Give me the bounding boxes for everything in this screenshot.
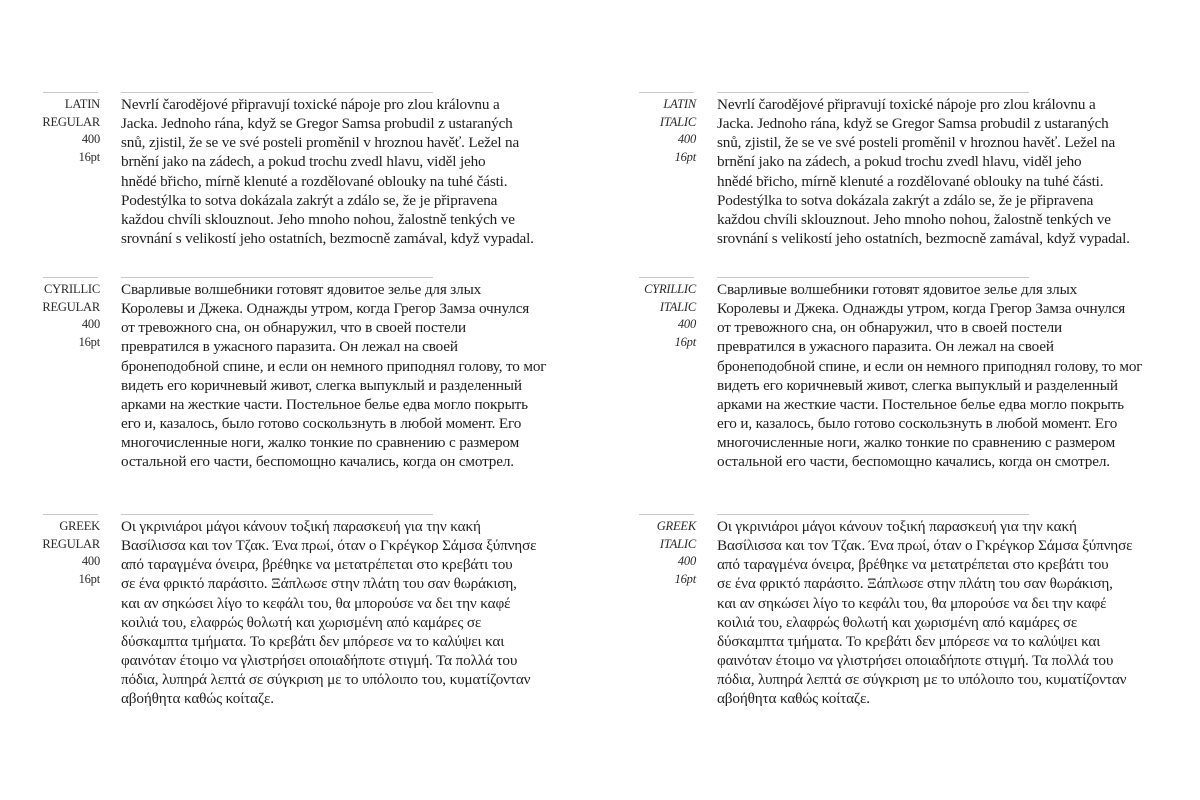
specimen-paragraph <box>717 517 1177 709</box>
size-value: 16pt <box>674 334 696 349</box>
size-value: 16pt <box>674 571 696 586</box>
text-line: και αν σηκώσει λίγο το κεφάλι του, θα μπορούσε να δει την καφέ <box>717 594 1107 612</box>
text-line: σε ένα φρικτό παράσιτο. Ξάπλωσε στην πλάτη του σαν θωράκιση, <box>121 575 517 593</box>
text-line: арками на жесткие части. Постельное белье едва могло покрыть <box>121 395 528 413</box>
script-name: CYRILLIC <box>644 282 696 296</box>
body-divider <box>717 514 1029 515</box>
text-line: Podestýlka to sotva dokázala zakrýt a zdálo se, že je připravena <box>121 191 498 209</box>
weight-value: 400 <box>81 317 100 332</box>
text-line: от тревожного сна, он обнаружил, что в своей постели <box>717 319 1063 337</box>
text-line: бронеподобной спине, и если он немного приподнял голову, то мог <box>121 357 547 375</box>
text-line: αβοήθητα καθώς κοίταζε. <box>717 690 870 708</box>
label-divider <box>639 277 694 278</box>
text-line: snů, zjistil, že se ve své posteli proměnil v hroznou havěť. Ležel na <box>717 134 1116 152</box>
text-line: его и, казалось, было готово соскользнуть в любой момент. Его <box>717 415 1118 433</box>
script-name: LATIN <box>64 97 100 111</box>
text-line: δύσκαμπτα τμήματα. Το κρεβάτι δεν μπόρεσε να το καλύψει και <box>121 632 505 650</box>
specimen-label <box>10 281 100 351</box>
label-divider <box>639 514 694 515</box>
specimen-paragraph <box>717 95 1177 248</box>
text-line: Jacka. Jednoho rána, když se Gregor Samsa probudil z ustaraných <box>121 115 513 133</box>
body-divider <box>717 92 1029 93</box>
style-name: ITALIC <box>659 299 696 314</box>
specimen-label <box>606 281 696 351</box>
script-name: CYRILLIC <box>43 282 100 296</box>
text-line: остальной его части, беспомощно качались, когда он смотрел. <box>121 453 514 471</box>
body-divider <box>121 514 433 515</box>
text-line: snů, zjistil, že se ve své posteli proměnil v hroznou havěť. Ležel na <box>121 134 520 152</box>
text-line: Οι γκρινιάροι μάγοι κάνουν τοξική παρασκευή για την κακή <box>121 518 481 535</box>
specimen-paragraph <box>121 517 581 709</box>
specimen-paragraph <box>121 280 581 472</box>
style-name: REGULAR <box>42 536 100 551</box>
text-line: σε ένα φρικτό παράσιτο. Ξάπλωσε στην πλάτη του σαν θωράκιση, <box>717 575 1113 593</box>
weight-value: 400 <box>677 132 696 147</box>
text-line: остальной его части, беспомощно качались, когда он смотрел. <box>717 453 1110 471</box>
text-line: πόδια, λυπηρά λεπτά σε σύγκριση με το υπόλοιπο του, κυματίζονταν <box>717 671 1127 689</box>
text-line: Сварливые волшебники готовят ядовитое зелье для злых <box>121 281 482 298</box>
size-value: 16pt <box>78 149 100 164</box>
text-line: Βασίλισσα και τον Τζακ. Ένα πρωί, όταν ο Γκρέγκορ Σάμσα ξύπνησε <box>121 537 537 555</box>
text-line: бронеподобной спине, и если он немного приподнял голову, то мог <box>717 357 1143 375</box>
weight-value: 400 <box>677 554 696 569</box>
specimen-label <box>10 518 100 588</box>
text-line: Королевы и Джека. Однажды утром, когда Грегор Замза очнулся <box>121 300 530 318</box>
text-line: φαινόταν έτοιμο να γλιστρήσει οποιαδήποτε στιγμή. Τα πολλά του <box>121 652 518 670</box>
text-line: Jacka. Jednoho rána, když se Gregor Samsa probudil z ustaraných <box>717 115 1109 133</box>
specimen-paragraph <box>717 280 1177 472</box>
text-line: превратился в ужасного паразита. Он лежал на своей <box>717 338 1054 356</box>
label-divider <box>639 92 694 93</box>
script-name: LATIN <box>663 97 696 111</box>
text-line: Nevrlí čarodějové připravují toxické nápoje pro zlou královnu a <box>717 96 1096 113</box>
specimen-label <box>606 96 696 166</box>
text-line: φαινόταν έτοιμο να γλιστρήσει οποιαδήποτε στιγμή. Τα πολλά του <box>717 652 1114 670</box>
text-line: Сварливые волшебники готовят ядовитое зелье для злых <box>717 281 1078 298</box>
text-line: видеть его коричневый живот, слегка выпуклый и разделенный <box>717 376 1118 394</box>
text-line: srovnání s velikostí jeho ostatních, bezmocně zamával, když vypadal. <box>717 230 1130 248</box>
weight-value: 400 <box>81 132 100 147</box>
script-name: GREEK <box>656 519 696 533</box>
style-name: ITALIC <box>659 536 696 551</box>
body-divider <box>717 277 1029 278</box>
text-line: πόδια, λυπηρά λεπτά σε σύγκριση με το υπόλοιπο του, κυματίζονταν <box>121 671 531 689</box>
text-line: превратился в ужасного паразита. Он лежал на своей <box>121 338 458 356</box>
text-line: многочисленные ноги, жалко тонкие по сравнению с размером <box>717 434 1116 452</box>
text-line: δύσκαμπτα τμήματα. Το κρεβάτι δεν μπόρεσε να το καλύψει και <box>717 632 1101 650</box>
weight-value: 400 <box>677 317 696 332</box>
text-line: от тревожного сна, он обнаружил, что в своей постели <box>121 319 467 337</box>
body-divider <box>121 277 433 278</box>
text-line: každou chvíli sklouznout. Jeho mnoho nohou, žalostně tenkých ve <box>121 210 515 228</box>
text-line: hnědé břicho, mírně klenuté a rozdělované oblouky na tuhé části. <box>121 172 508 190</box>
text-line: видеть его коричневый живот, слегка выпуклый и разделенный <box>121 376 522 394</box>
text-line: Podestýlka to sotva dokázala zakrýt a zdálo se, že je připravena <box>717 191 1094 209</box>
text-line: его и, казалось, было готово соскользнуть в любой момент. Его <box>121 415 522 433</box>
text-line: από ταραγμένα όνειρα, βρέθηκε να μετατρέπεται στο κρεβάτι του <box>717 556 1109 574</box>
text-line: každou chvíli sklouznout. Jeho mnoho nohou, žalostně tenkých ve <box>717 210 1111 228</box>
text-line: κοιλιά του, ελαφρώς θολωτή και χωρισμένη από καμάρες σε <box>717 613 1078 631</box>
body-divider <box>121 92 433 93</box>
text-line: многочисленные ноги, жалко тонкие по сравнению с размером <box>121 434 520 452</box>
text-line: από ταραγμένα όνειρα, βρέθηκε να μετατρέπεται στο κρεβάτι του <box>121 556 513 574</box>
style-name: ITALIC <box>659 114 696 129</box>
label-divider <box>43 277 98 278</box>
text-line: hnědé břicho, mírně klenuté a rozdělované oblouky na tuhé části. <box>717 172 1104 190</box>
text-line: srovnání s velikostí jeho ostatních, bezmocně zamával, když vypadal. <box>121 230 534 248</box>
size-value: 16pt <box>78 334 100 349</box>
text-line: brnění jako na zádech, a pokud trochu zvedl hlavu, viděl jeho <box>717 153 1082 171</box>
script-name: GREEK <box>59 519 100 533</box>
text-line: κοιλιά του, ελαφρώς θολωτή και χωρισμένη από καμάρες σε <box>121 613 482 631</box>
text-line: brnění jako na zádech, a pokud trochu zvedl hlavu, viděl jeho <box>121 153 486 171</box>
specimen-label <box>10 96 100 166</box>
label-divider <box>43 514 98 515</box>
text-line: арками на жесткие части. Постельное белье едва могло покрыть <box>717 395 1124 413</box>
text-line: Королевы и Джека. Однажды утром, когда Грегор Замза очнулся <box>717 300 1126 318</box>
specimen-label <box>606 518 696 588</box>
text-line: αβοήθητα καθώς κοίταζε. <box>121 690 274 708</box>
style-name: REGULAR <box>42 114 100 129</box>
size-value: 16pt <box>78 571 100 586</box>
text-line: Οι γκρινιάροι μάγοι κάνουν τοξική παρασκευή για την κακή <box>717 518 1077 535</box>
text-line: και αν σηκώσει λίγο το κεφάλι του, θα μπορούσε να δει την καφέ <box>121 594 511 612</box>
label-divider <box>43 92 98 93</box>
text-line: Βασίλισσα και τον Τζακ. Ένα πρωί, όταν ο Γκρέγκορ Σάμσα ξύπνησε <box>717 537 1133 555</box>
size-value: 16pt <box>674 149 696 164</box>
weight-value: 400 <box>81 554 100 569</box>
text-line: Nevrlí čarodějové připravují toxické nápoje pro zlou královnu a <box>121 96 500 113</box>
specimen-paragraph <box>121 95 581 248</box>
style-name: REGULAR <box>42 299 100 314</box>
